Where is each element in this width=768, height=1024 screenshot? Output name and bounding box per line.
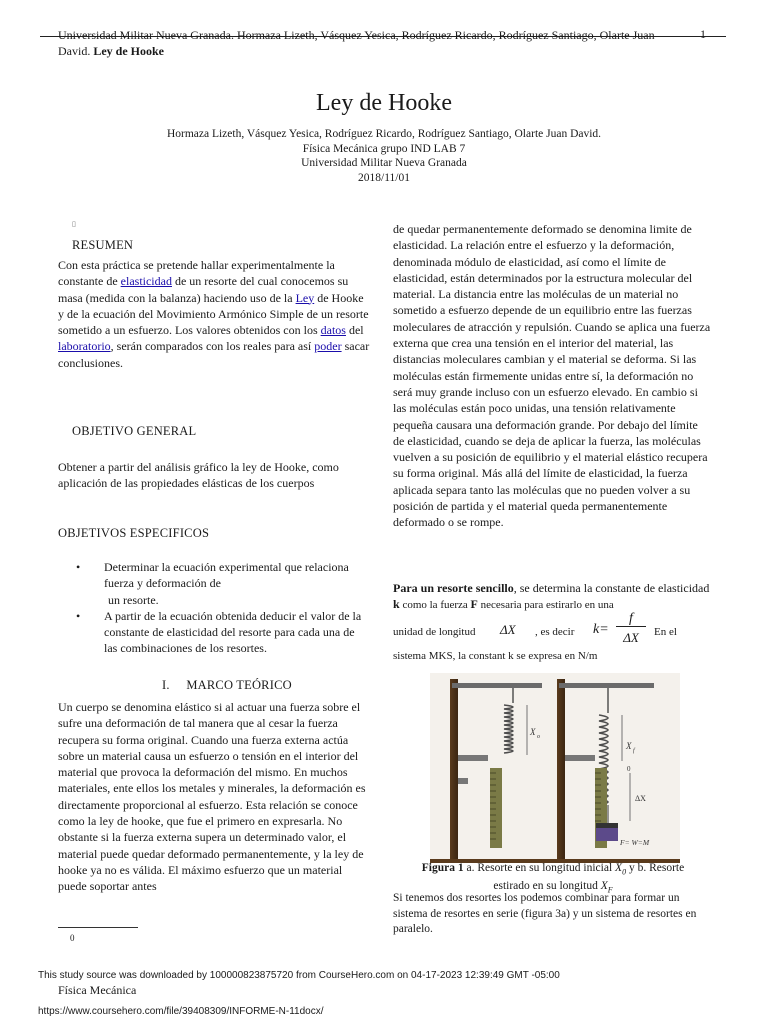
- resumen-text: de Hooke y de la ecuación del Movimiento Armónico Simple de un resorte sometido a un esfuerzo. Los valores obtenidos con los: [58, 290, 369, 338]
- running-header-text: Universidad Militar Nueva Granada. Hormaza Lizeth, Vásquez Yesica, Rodríguez Ricardo, Rodríguez Santiago, Olarte Juan: [58, 28, 655, 42]
- clamp-left: [458, 755, 488, 761]
- clamp-right: [565, 755, 595, 761]
- caption-text: estirado en su longitud: [493, 880, 601, 893]
- marco-teorico-heading: [162, 678, 292, 693]
- author-block: [0, 127, 768, 185]
- label-xf: X: [626, 741, 632, 751]
- link-datos[interactable]: datos: [320, 323, 346, 338]
- section-number: I.: [162, 678, 170, 692]
- link-poder[interactable]: poder: [314, 339, 342, 354]
- eq-k: k=: [593, 622, 609, 637]
- page-number: 1: [700, 27, 706, 41]
- eq-text-1: unidad de longitud: [393, 626, 476, 638]
- after-caption-text: Si tenemos dos resortes los podemos combinar para formar un sistema de resortes en serie (figura 3a) y un sistema de resortes en paralelo.: [393, 892, 697, 935]
- mks-text: sistema MKS, la constant k se expresa en N/m: [393, 650, 598, 662]
- running-header: [58, 27, 688, 59]
- caption-xf: X: [600, 880, 608, 893]
- running-header-bold: Ley de Hooke: [93, 44, 164, 58]
- source-notice: This study source was downloaded by 100000823875720 from CourseHero.com on 04-17-2023 12:39:49 GMT -05:00: [38, 970, 560, 981]
- ruler-left: [490, 768, 502, 848]
- label-xf-sub: f: [633, 748, 635, 754]
- objetivos-list: [76, 559, 366, 657]
- university-line: Universidad Militar Nueva Granada: [301, 157, 467, 169]
- label-xo: X: [530, 727, 536, 737]
- stand-post-left: [450, 679, 458, 859]
- eq-denominator: ΔX: [623, 630, 639, 645]
- footer-label: Física Mecánica: [58, 983, 137, 997]
- stand-post-right: [557, 679, 565, 859]
- label-zero: 0: [627, 765, 631, 773]
- marco-teorico-text: Un cuerpo se denomina elástico si al actuar una fuerza sobre el sufre una deformación de tal manera que al cesar la fuerza recupera su forma original. Cuando una fuerza externa actúa sobre un material causa un esfuerzo o tensión en el interior del material que provoca la deformación del mismo. En muchos materiales, ente ellos los metales y minerales, la deformación es directamente proporcional al esfuerzo. Esta relación se conoce como la ley de hooke, que fue el primero en expresarla. No obstante si la fuerza externa supera un determinado valor, el material puede quedar deformado permanentemente, y la ley de hooke ya no es válida. El máximo esfuerzo que un material puede soportar antes: [58, 700, 366, 894]
- resorte-paragraph: [393, 580, 713, 614]
- link-elasticidad[interactable]: elasticidad: [120, 274, 172, 289]
- resumen-text: del: [345, 323, 364, 338]
- label-delta-x: ΔX: [635, 794, 646, 803]
- source-url-link[interactable]: https://www.coursehero.com/file/39408309/INFORME-N-11docx/: [38, 1006, 324, 1017]
- figure-background: [430, 673, 680, 863]
- list-item: [104, 592, 366, 608]
- resorte-text: como la fuerza: [399, 599, 471, 612]
- eq-text-3: En el: [654, 626, 677, 638]
- stand-arm-right: [559, 683, 654, 688]
- label-force: F= W=M: [620, 838, 650, 847]
- right-paragraph: de quedar permanentemente deformado se denomina limite de elasticidad. La relación entre el esfuerzo y la deformación, denominada módulo de elasticidad, así como el límite de elasticidad, están determinados por la estructura molecular del material. La distancia entre las moléculas de un material no sometido a esfuerzo depende de un equilibrio entre las fuerzas moleculares de atracción y repulsión. Cuando se aplica una fuerza externa que crea una tensión en el interior del material, las distancias moleculares cambian y el material se deforma. Si las moléculas están firmemente unidas entre sí, la deformación no será muy grande incluso con un esfuerzo elevado. En cambio si las moléculas están poco unidas, una tensión relativamente pequeña causara una deformación grande. Por debajo del límite de elasticidad, cuando se deja de aplicar la fuerza, las moléculas vuelven a su posición de equilibrio y el material elástico recupera su forma original. Más allá del límite de elasticidad, la fuerza aplicada separa tanto las moléculas que no pueden volver a su posición de partida y el material queda permanentemente deformado o se rompe.: [393, 222, 711, 530]
- section-title: MARCO TEÓRICO: [186, 678, 292, 692]
- resumen-text: Con esta práctica se pretende hallar experimentalmente la constante de: [58, 258, 335, 289]
- resumen-heading: RESUMEN: [72, 238, 134, 252]
- objetivo-general-text: Obtener a partir del análisis gráfico la ley de Hooke, como aplicación de las propiedades elásticas de los cuerpos: [58, 460, 339, 491]
- resumen-paragraph: [58, 257, 370, 371]
- F-symbol: F: [470, 597, 478, 612]
- author-line: Hormaza Lizeth, Vásquez Yesica, Rodríguez Ricardo, Rodríguez Santiago, Olarte Juan David.: [166, 128, 602, 140]
- date-line: 2018/11/01: [358, 171, 410, 184]
- caption-x0-sub: 0: [622, 867, 627, 877]
- list-item: [76, 608, 366, 657]
- link-laboratorio[interactable]: laboratorio: [58, 339, 111, 354]
- bullet-icon: •: [76, 608, 81, 623]
- bullet-text: un resorte.: [108, 592, 159, 607]
- placeholder-glyph: ▯: [72, 220, 76, 228]
- resumen-text: de un resorte del cual conocemos su masa (medida con la balanza) haciendo uso de la: [58, 274, 349, 305]
- caption-text: y b. Resorte: [626, 862, 685, 874]
- running-header-text-2: David.: [58, 44, 91, 58]
- eq-numerator: f: [616, 611, 646, 627]
- resorte-bold: Para un resorte sencillo: [393, 581, 514, 595]
- resorte-text: necesaria para estirarlo en una: [477, 599, 614, 612]
- course-line: Física Mecánica grupo IND LAB 7: [302, 142, 466, 155]
- caption-text: a. Resorte en su longitud inicial: [463, 862, 616, 874]
- objetivos-especificos-heading: OBJETIVOS ESPECIFICOS: [58, 526, 210, 540]
- spring-figure: [430, 673, 680, 863]
- page-title: Ley de Hooke: [316, 90, 452, 116]
- eq-text-2: , es decir: [535, 626, 575, 638]
- footnote-rule: [58, 927, 138, 928]
- caption-x0: X: [615, 862, 623, 874]
- list-item: [76, 559, 366, 592]
- bullet-icon: •: [76, 560, 81, 574]
- caption-xf-sub: F: [607, 885, 613, 895]
- objetivo-general-heading: OBJETIVO GENERAL: [72, 424, 197, 438]
- bullet-text: Determinar la ecuación experimental que relaciona fuerza y deformación de: [104, 560, 349, 591]
- footnote-mark: 0: [70, 933, 75, 943]
- resorte-text: , se determina la constante de elasticidad: [513, 581, 710, 595]
- stand-arm-left: [452, 683, 542, 688]
- label-xo-sub: o: [537, 734, 540, 740]
- caption-label: Figura 1: [421, 862, 464, 874]
- resumen-text: sacar conclusiones.: [58, 339, 370, 370]
- bullet-text: A partir de la ecuación obtenida deducir el valor de la constante de elasticidad del resorte para cada una de las combinaciones de los resortes.: [104, 608, 362, 656]
- resumen-text: , serán comparados con los reales para así: [110, 339, 315, 354]
- link-ley[interactable]: Ley: [295, 290, 315, 305]
- eq-delta-x: ΔX: [500, 622, 516, 637]
- k-symbol: k: [393, 597, 400, 612]
